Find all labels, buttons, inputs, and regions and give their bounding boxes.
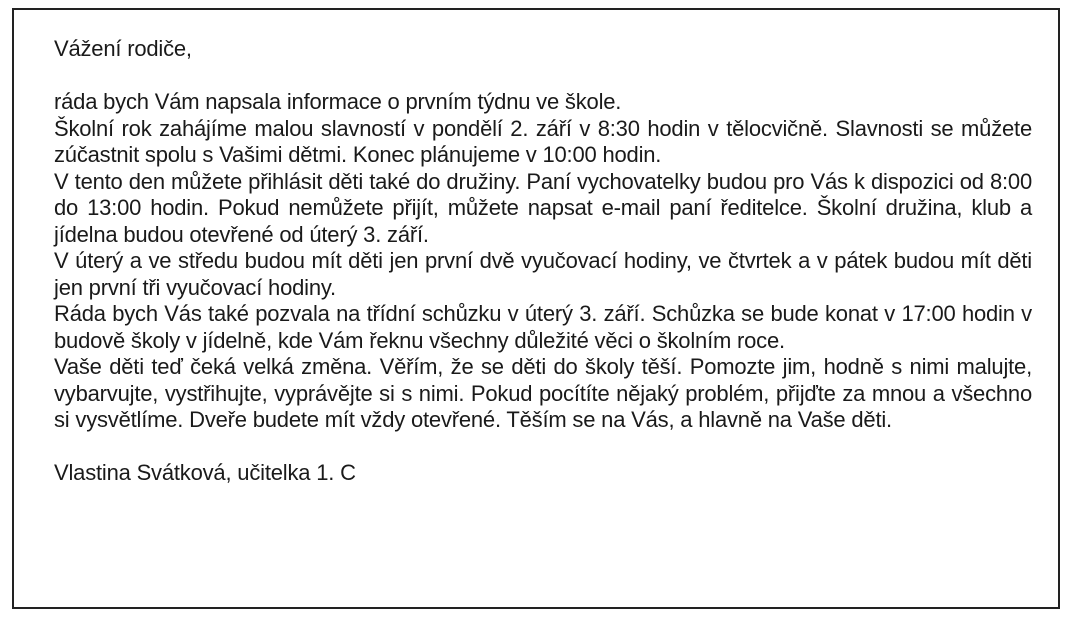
letter-paragraph: ráda bych Vám napsala informace o prvním týdnu ve škole. [54, 89, 622, 114]
letter-body [54, 36, 1032, 487]
letter-paragraph: V tento den můžete přihlásit děti také do družiny. Paní vychovatelky budou pro Vás k dispozici od 8:00 do 13:00 hodin. Pokud nemůžete přijít, můžete napsat e-mail paní ředitelce. Školní družina, klub a jídelna budou otevřené od úterý 3. září. [54, 168, 1032, 247]
letter-frame [12, 8, 1060, 609]
letter-paragraph: Ráda bych Vás také pozvala na třídní schůzku v úterý 3. září. Schůzka se bude konat v 17:00 hodin v budově školy v jídelně, kde Vám řeknu všechny důležité věci o školním roce. [54, 301, 1032, 353]
letter-paragraph: Školní rok zahájíme malou slavností v pondělí 2. září v 8:30 hodin v tělocvičně. Slavnosti se můžete zúčastnit spolu s Vašimi dětmi. Konec plánujeme v 10:00 hodin. [54, 115, 1032, 167]
letter-signature: Vlastina Svátková, učitelka 1. C [54, 460, 356, 485]
letter-paragraph: Vaše děti teď čeká velká změna. Věřím, že se děti do školy těší. Pomozte jim, hodně s nimi malujte, vybarvujte, vystřihujte, vyprávějte si s nimi. Pokud pocítíte nějaký problém, přijďte za mnou a všechno si vysvětlíme. Dveře budete mít vždy otevřené. Těším se na Vás, a hlavně na Vaše děti. [54, 354, 1032, 432]
letter-salutation: Vážení rodiče, [54, 36, 192, 61]
letter-paragraph: V úterý a ve středu budou mít děti jen první dvě vyučovací hodiny, ve čtvrtek a v pátek budou mít děti jen první tři vyučovací hodiny. [54, 248, 1032, 300]
